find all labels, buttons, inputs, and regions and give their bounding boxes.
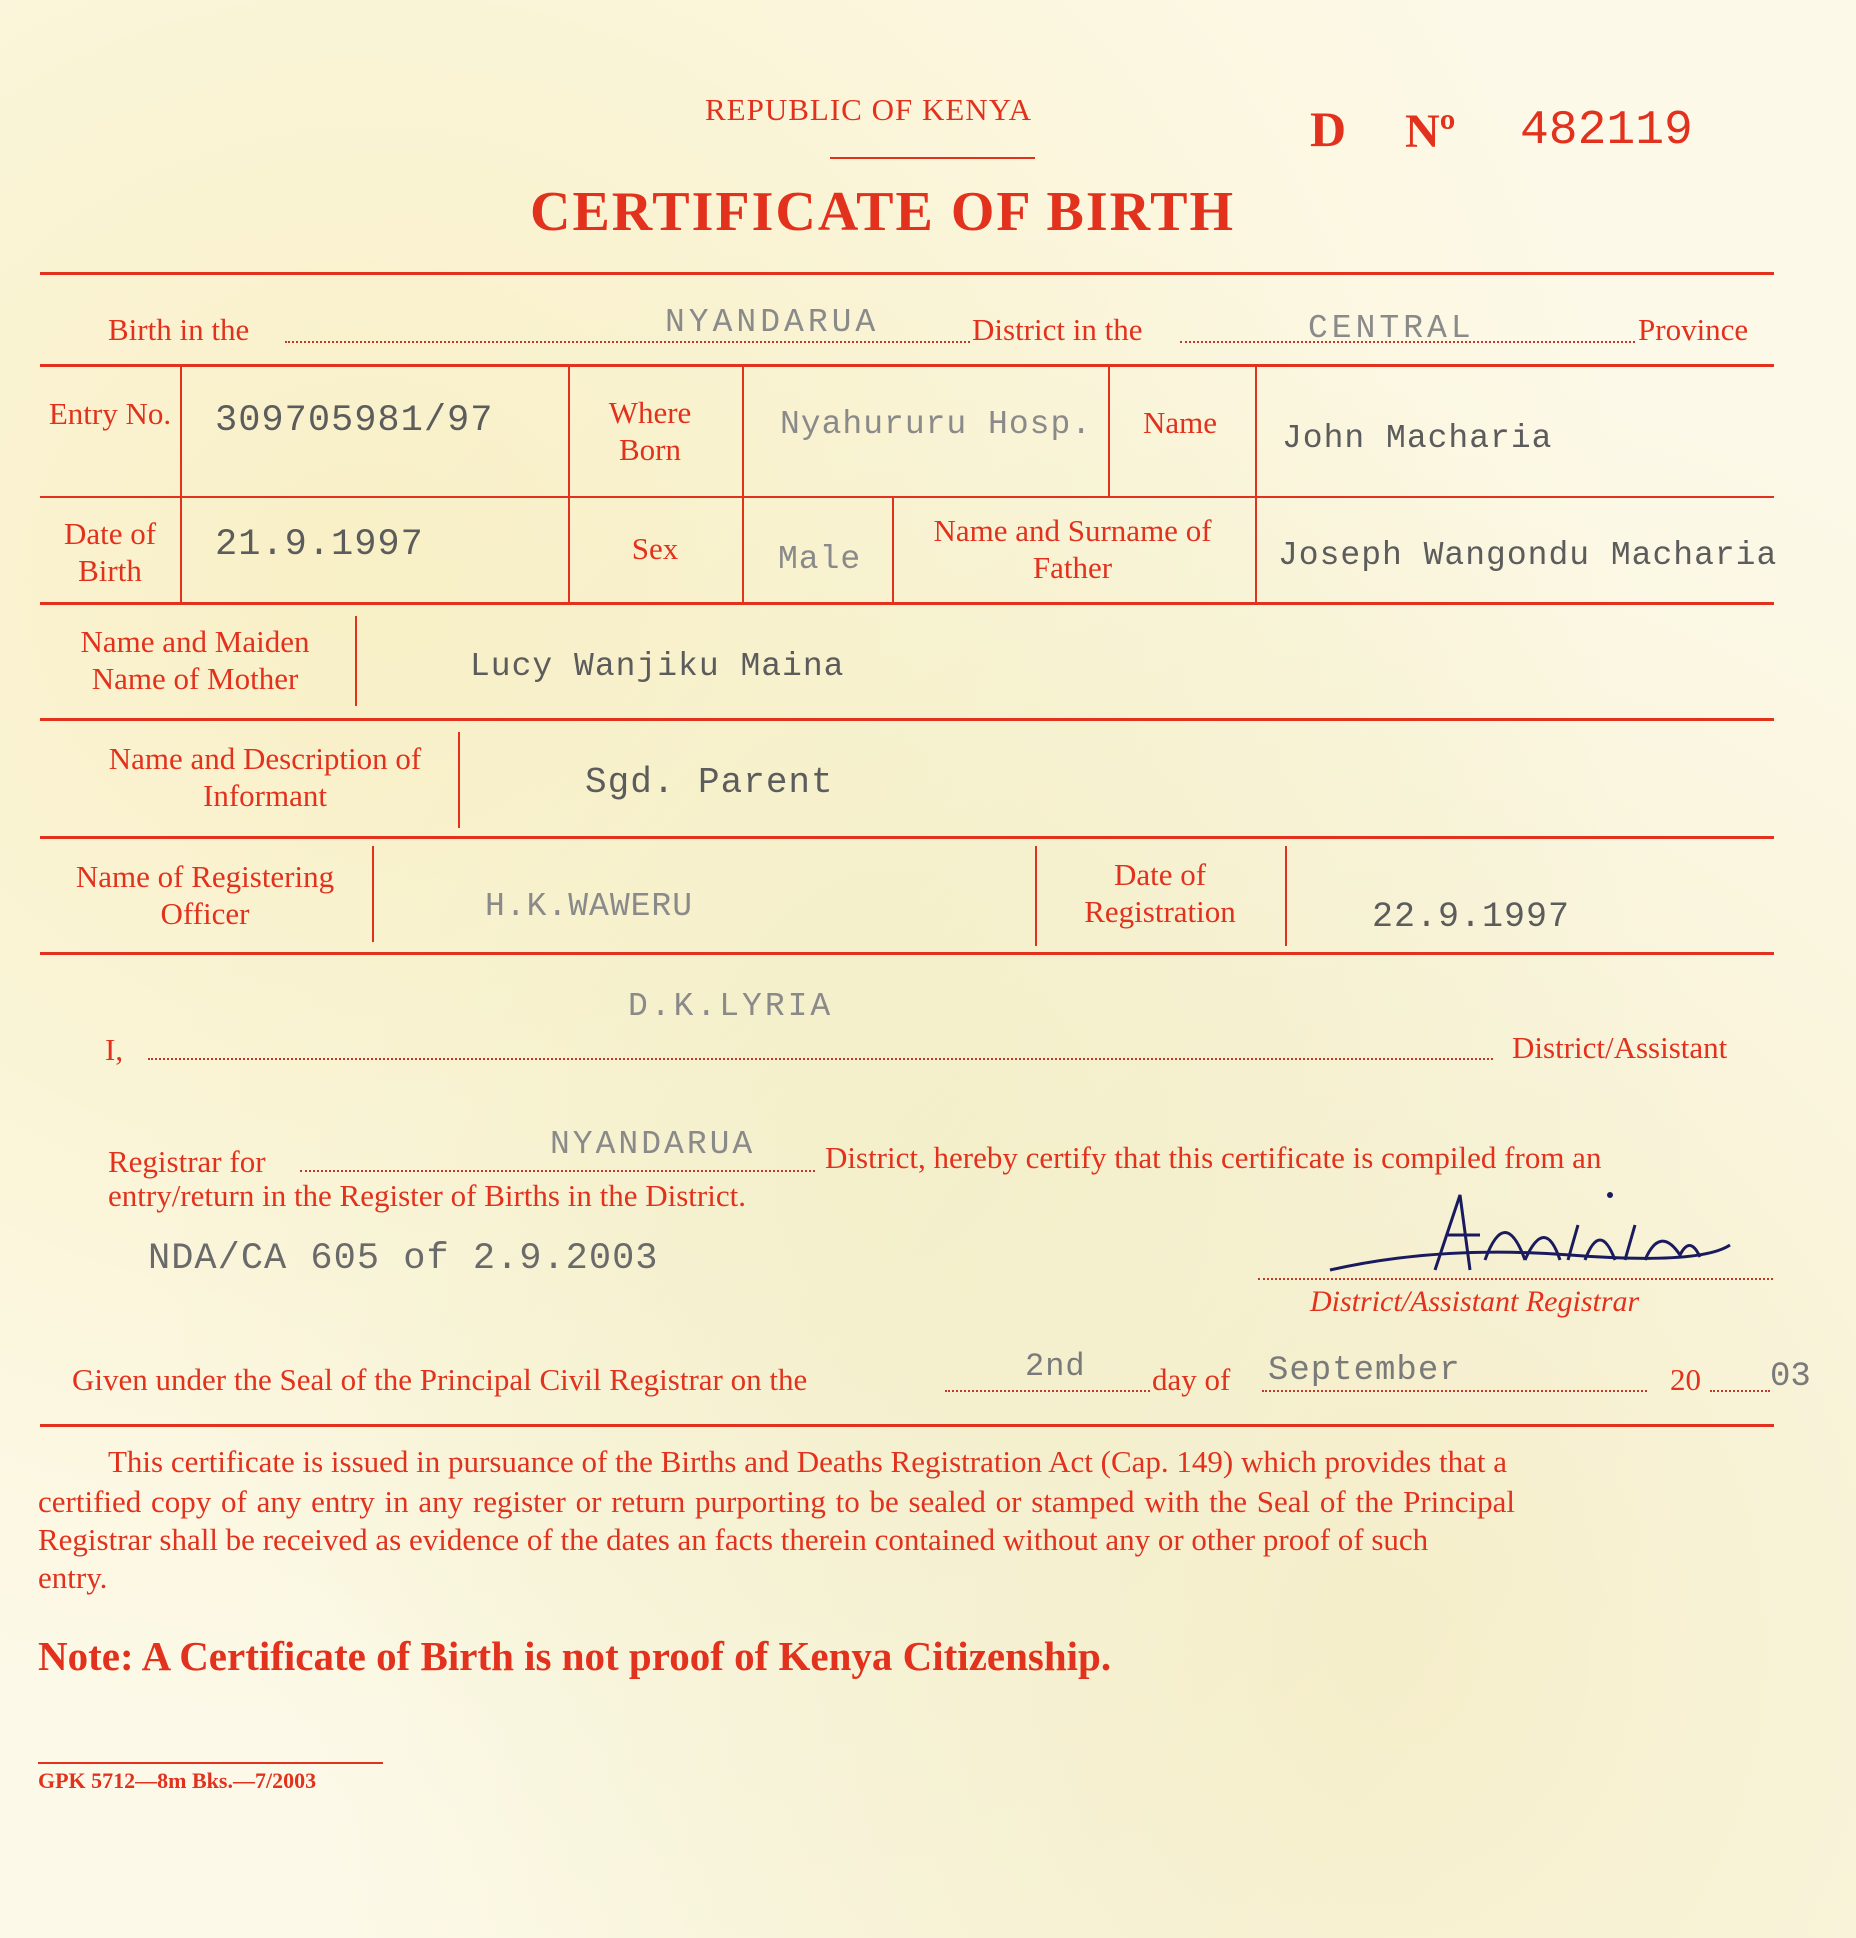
row-rule-2 [40, 496, 1774, 498]
name-label: Name [1142, 405, 1218, 440]
month-line [1262, 1390, 1647, 1392]
grid-v10 [1035, 846, 1037, 946]
signature-caption: District/Assistant Registrar [1310, 1285, 1640, 1318]
republic-heading: REPUBLIC OF KENYA [705, 92, 1033, 127]
dob-value: 21.9.1997 [215, 524, 424, 566]
registration-date-value: 22.9.1997 [1372, 897, 1571, 937]
grid-v4 [1108, 366, 1110, 496]
certify-text: District, hereby certify that this certificate is compiled from an [825, 1140, 1602, 1175]
act-text-3: Registrar shall be received as evidence of the dates an facts therein contained without any or other proof of such [38, 1522, 1429, 1557]
row-rule-5 [40, 836, 1774, 839]
certify-text-2: entry/return in the Register of Births in the District. [108, 1178, 746, 1213]
print-code-rule [38, 1762, 383, 1764]
year-line [1710, 1390, 1770, 1392]
informant-label: Name and Description of Informant [108, 741, 422, 813]
grid-v11 [1285, 846, 1287, 946]
grid-v6 [892, 496, 894, 602]
year-value: 03 [1770, 1358, 1811, 1396]
entry-no-value: 309705981/97 [215, 400, 494, 442]
district-line [285, 341, 970, 343]
reference-value: NDA/CA 605 of 2.9.2003 [148, 1238, 659, 1280]
sex-label: Sex [631, 531, 679, 566]
serial-series: D [1310, 101, 1347, 157]
citizenship-note: Note: A Certificate of Birth is not proof of Kenya Citizenship. [38, 1633, 1112, 1679]
row-rule-6 [40, 952, 1774, 955]
mother-value: Lucy Wanjiku Maina [470, 648, 845, 685]
year-prefix: 20 [1670, 1362, 1701, 1397]
act-text-4: entry. [38, 1560, 108, 1595]
grid-v2 [568, 366, 570, 602]
grid-v7 [355, 616, 357, 706]
serial-prefix: Nº [1405, 105, 1456, 158]
registrar-name-line [148, 1058, 1493, 1060]
entry-no-label: Entry No. [48, 396, 172, 431]
day-line [945, 1390, 1150, 1392]
sex-value: Male [778, 541, 862, 578]
signature [1320, 1175, 1740, 1285]
district-value: NYANDARUA [665, 304, 880, 341]
day-of-label: day of [1152, 1362, 1231, 1397]
province-label: Province [1638, 312, 1749, 347]
father-value: Joseph Wangondu Macharia [1278, 537, 1778, 574]
grid-v8 [458, 732, 460, 828]
month-value: September [1268, 1352, 1461, 1390]
act-text-1: This certificate is issued in pursuance of the Births and Deaths Registration Act (Cap. 149) which provides that a [108, 1444, 1507, 1479]
registrar-name-value: D.K.LYRIA [628, 988, 834, 1025]
top-rule [40, 272, 1774, 275]
registrar-for-value: NYANDARUA [550, 1126, 756, 1163]
grid-v3 [742, 366, 744, 602]
grid-v9 [372, 846, 374, 942]
registration-date-label: Date of Registration [1084, 857, 1236, 929]
day-value: 2nd [1025, 1348, 1086, 1385]
act-text-2: certified copy of any entry in any register or return purporting to be sealed or stamped with the Seal of the Principal [38, 1484, 1516, 1519]
district-in-label: District in the [972, 312, 1143, 347]
officer-value: H.K.WAWERU [485, 888, 694, 925]
province-value: CENTRAL [1308, 310, 1475, 347]
grid-v5 [1255, 366, 1257, 602]
row-rule-3 [40, 602, 1774, 605]
officer-label: Name of Registering Officer [75, 859, 335, 931]
row-rule-1 [40, 364, 1774, 367]
serial-number: 482119 [1520, 104, 1693, 158]
registrar-for-line [300, 1170, 815, 1172]
father-label: Name and Surname of Father [933, 513, 1212, 585]
given-under-seal-label: Given under the Seal of the Principal Civil Registrar on the [72, 1362, 808, 1397]
district-assistant-label: District/Assistant [1512, 1030, 1728, 1065]
page-title: CERTIFICATE OF BIRTH [530, 181, 1236, 243]
grid-v1 [180, 366, 182, 602]
seal-rule [40, 1424, 1774, 1427]
registrar-for-label: Registrar for [108, 1144, 266, 1179]
dob-label: Date of Birth [63, 516, 157, 588]
row-rule-4 [40, 718, 1774, 721]
print-code: GPK 5712—8m Bks.—7/2003 [38, 1768, 317, 1793]
informant-value: Sgd. Parent [585, 762, 834, 803]
birth-in-label: Birth in the [108, 312, 250, 347]
signature-line [1258, 1278, 1773, 1280]
where-born-value: Nyahururu Hosp. [780, 406, 1093, 443]
i-label: I, [105, 1032, 124, 1067]
name-value: John Macharia [1282, 420, 1553, 457]
mother-label: Name and Maiden Name of Mother [80, 624, 310, 696]
where-born-label: Where Born [608, 395, 692, 467]
header-divider [830, 157, 1035, 159]
